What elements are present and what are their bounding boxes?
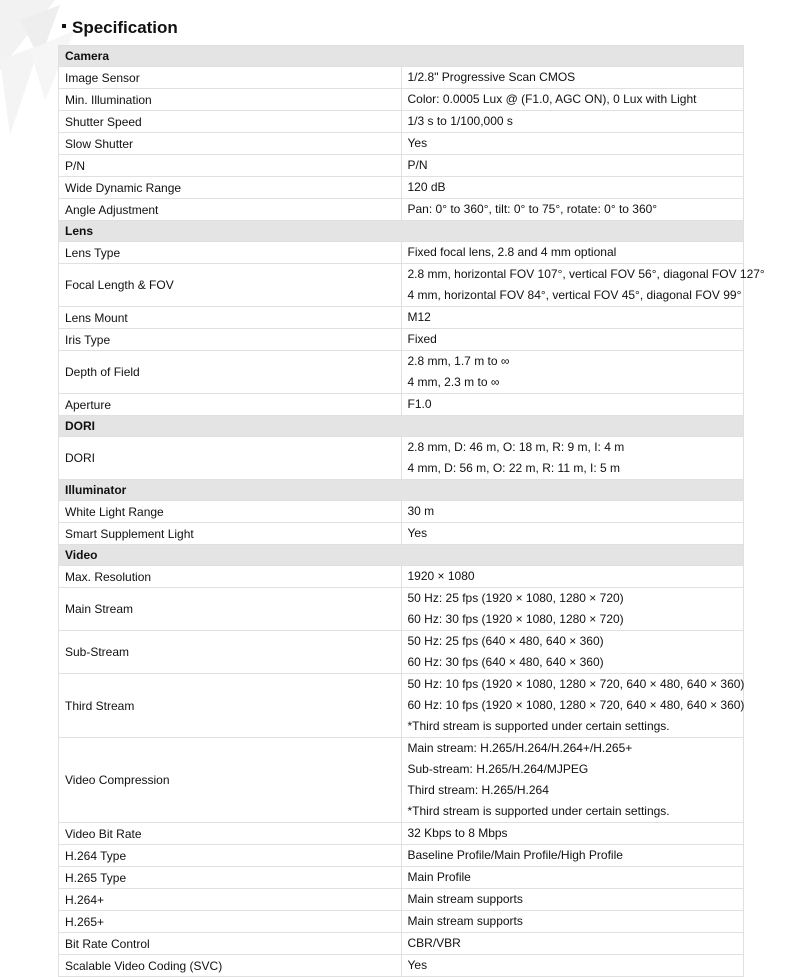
spec-value: 2.8 mm, horizontal FOV 107°, vertical FOV 56°, diagonal FOV 127° <box>407 267 765 281</box>
spec-value: Fixed focal lens, 2.8 and 4 mm optional <box>407 245 617 259</box>
spec-value: Main stream supports <box>407 914 523 928</box>
spec-value-cell <box>401 133 744 155</box>
spec-row <box>59 329 744 351</box>
spec-value-cell <box>401 566 744 588</box>
spec-value: 60 Hz: 30 fps (1920 × 1080, 1280 × 720) <box>407 612 624 626</box>
spec-row <box>59 242 744 264</box>
spec-row <box>59 523 744 545</box>
section-title: Illuminator <box>59 480 744 501</box>
spec-value-cell <box>401 437 744 480</box>
spec-row <box>59 566 744 588</box>
spec-label: H.264+ <box>59 889 402 911</box>
spec-label: Depth of Field <box>59 351 402 394</box>
spec-value: Main stream supports <box>407 892 523 906</box>
spec-value-cell <box>401 889 744 911</box>
spec-value-cell <box>401 911 744 933</box>
spec-row <box>59 89 744 111</box>
spec-label: Aperture <box>59 394 402 416</box>
spec-value: 32 Kbps to 8 Mbps <box>407 826 508 840</box>
section-header <box>59 221 744 242</box>
spec-value: P/N <box>407 158 428 172</box>
spec-row <box>59 133 744 155</box>
spec-value: 50 Hz: 25 fps (1920 × 1080, 1280 × 720) <box>407 591 624 605</box>
spec-row <box>59 437 744 480</box>
section-header <box>59 480 744 501</box>
spec-value: Main Profile <box>407 870 471 884</box>
spec-label: Min. Illumination <box>59 89 402 111</box>
spec-value: M12 <box>407 310 431 324</box>
spec-row <box>59 199 744 221</box>
spec-row <box>59 889 744 911</box>
spec-label: Angle Adjustment <box>59 199 402 221</box>
spec-value-cell <box>401 242 744 264</box>
spec-value: 4 mm, 2.3 m to ∞ <box>407 375 500 389</box>
title-bullet-icon <box>62 24 66 28</box>
spec-value-cell <box>401 351 744 394</box>
spec-row <box>59 674 744 738</box>
spec-label: Scalable Video Coding (SVC) <box>59 955 402 977</box>
section-header <box>59 545 744 566</box>
spec-label: DORI <box>59 437 402 480</box>
section-title: Lens <box>59 221 744 242</box>
spec-value-cell <box>401 89 744 111</box>
spec-value: 1/3 s to 1/100,000 s <box>407 114 513 128</box>
spec-value: F1.0 <box>407 397 432 411</box>
spec-label: Focal Length & FOV <box>59 264 402 307</box>
spec-label: H.265 Type <box>59 867 402 889</box>
spec-row <box>59 823 744 845</box>
spec-label: H.265+ <box>59 911 402 933</box>
spec-label: Shutter Speed <box>59 111 402 133</box>
spec-row <box>59 631 744 674</box>
spec-row <box>59 155 744 177</box>
spec-label: H.264 Type <box>59 845 402 867</box>
spec-value: Yes <box>407 136 428 150</box>
spec-value: 60 Hz: 10 fps (1920 × 1080, 1280 × 720, 640 × 480, 640 × 360) <box>407 698 745 712</box>
spec-value: 4 mm, D: 56 m, O: 22 m, R: 11 m, I: 5 m <box>407 461 620 475</box>
spec-label: Iris Type <box>59 329 402 351</box>
spec-value-cell <box>401 155 744 177</box>
spec-table <box>58 45 765 977</box>
spec-value: Pan: 0° to 360°, tilt: 0° to 75°, rotate: 0° to 360° <box>407 202 658 216</box>
spec-row <box>59 394 744 416</box>
spec-label: Bit Rate Control <box>59 933 402 955</box>
spec-value-cell <box>401 738 744 823</box>
spec-label: Lens Mount <box>59 307 402 329</box>
spec-row <box>59 845 744 867</box>
spec-value-cell <box>401 933 744 955</box>
spec-value-cell <box>401 329 744 351</box>
spec-value-cell <box>401 955 744 977</box>
spec-value: 50 Hz: 25 fps (640 × 480, 640 × 360) <box>407 634 604 648</box>
spec-value: Yes <box>407 958 428 972</box>
spec-row <box>59 738 744 823</box>
section-title: Video <box>59 545 744 566</box>
spec-label: Image Sensor <box>59 67 402 89</box>
spec-value-cell <box>401 674 744 738</box>
spec-value: *Third stream is supported under certain settings. <box>407 804 670 818</box>
section-title: Camera <box>59 46 744 67</box>
spec-value-cell <box>401 264 765 307</box>
spec-value: Sub-stream: H.265/H.264/MJPEG <box>407 762 589 776</box>
spec-label: Wide Dynamic Range <box>59 177 402 199</box>
spec-label: Third Stream <box>59 674 402 738</box>
spec-value: 2.8 mm, 1.7 m to ∞ <box>407 354 510 368</box>
spec-row <box>59 307 744 329</box>
spec-label: Video Compression <box>59 738 402 823</box>
spec-label: Sub-Stream <box>59 631 402 674</box>
section-header <box>59 46 744 67</box>
spec-value: 2.8 mm, D: 46 m, O: 18 m, R: 9 m, I: 4 m <box>407 440 625 454</box>
spec-row <box>59 264 744 307</box>
page-title: Specification <box>62 17 178 39</box>
spec-row <box>59 933 744 955</box>
spec-value: 120 dB <box>407 180 446 194</box>
spec-label: Lens Type <box>59 242 402 264</box>
spec-value-cell <box>401 199 744 221</box>
spec-value-cell <box>401 523 744 545</box>
spec-value: 1920 × 1080 <box>407 569 475 583</box>
spec-row <box>59 955 744 977</box>
spec-value: *Third stream is supported under certain settings. <box>407 719 670 733</box>
spec-value: Color: 0.0005 Lux @ (F1.0, AGC ON), 0 Lux with Light <box>407 92 697 106</box>
spec-label: P/N <box>59 155 402 177</box>
spec-value: 4 mm, horizontal FOV 84°, vertical FOV 45°, diagonal FOV 99° <box>407 288 742 302</box>
spec-value: CBR/VBR <box>407 936 461 950</box>
spec-label: Slow Shutter <box>59 133 402 155</box>
spec-value-cell <box>401 394 744 416</box>
spec-value-cell <box>401 631 744 674</box>
spec-value: 30 m <box>407 504 435 518</box>
spec-value: Third stream: H.265/H.264 <box>407 783 549 797</box>
spec-label: Smart Supplement Light <box>59 523 402 545</box>
spec-value-cell <box>401 111 744 133</box>
spec-row <box>59 588 744 631</box>
spec-value: Yes <box>407 526 428 540</box>
section-title: DORI <box>59 416 744 437</box>
spec-value-cell <box>401 307 744 329</box>
section-header <box>59 416 744 437</box>
spec-row <box>59 501 744 523</box>
spec-row <box>59 351 744 394</box>
spec-value: Baseline Profile/Main Profile/High Profile <box>407 848 623 862</box>
spec-value: 50 Hz: 10 fps (1920 × 1080, 1280 × 720, 640 × 480, 640 × 360) <box>407 677 745 691</box>
spec-value-cell <box>401 501 744 523</box>
spec-row <box>59 177 744 199</box>
spec-value-cell <box>401 177 744 199</box>
spec-row <box>59 867 744 889</box>
spec-label: Main Stream <box>59 588 402 631</box>
spec-value-cell <box>401 588 744 631</box>
spec-value: Main stream: H.265/H.264/H.264+/H.265+ <box>407 741 633 755</box>
spec-value-cell <box>401 845 744 867</box>
spec-value-cell <box>401 823 744 845</box>
spec-row <box>59 911 744 933</box>
spec-label: Max. Resolution <box>59 566 402 588</box>
spec-value: 1/2.8" Progressive Scan CMOS <box>407 70 576 84</box>
spec-value: Fixed <box>407 332 437 346</box>
spec-label: White Light Range <box>59 501 402 523</box>
spec-row <box>59 111 744 133</box>
spec-value: 60 Hz: 30 fps (640 × 480, 640 × 360) <box>407 655 604 669</box>
spec-value-cell <box>401 67 744 89</box>
spec-label: Video Bit Rate <box>59 823 402 845</box>
spec-value-cell <box>401 867 744 889</box>
spec-row <box>59 67 744 89</box>
